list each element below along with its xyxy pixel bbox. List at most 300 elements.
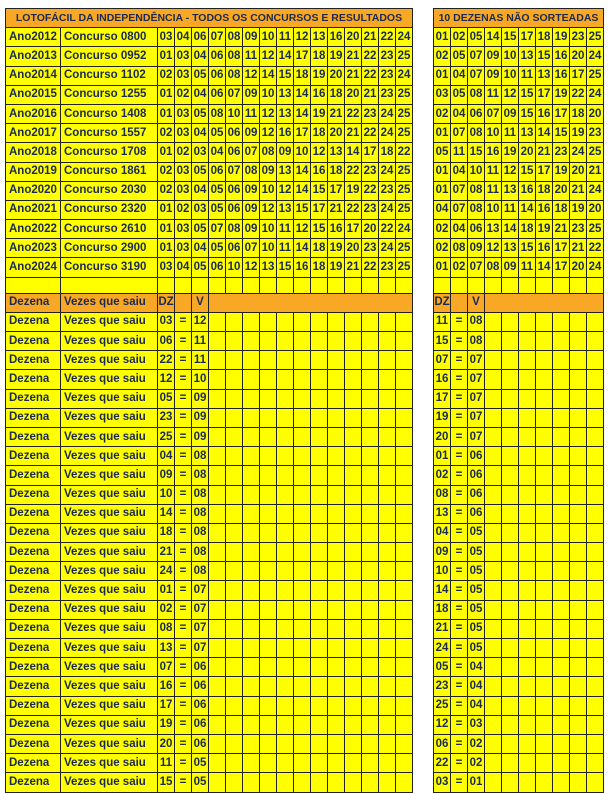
empty-cell <box>502 504 519 523</box>
contest-cell: Concurso 2610 <box>61 220 158 239</box>
freq-row <box>6 754 413 773</box>
empty-cell <box>311 427 328 446</box>
empty-cell <box>379 543 396 562</box>
empty-cell <box>587 600 604 619</box>
empty-cell <box>536 658 553 677</box>
contest-cell: Concurso 1557 <box>61 124 158 143</box>
v-value: 06 <box>468 447 485 466</box>
empty-cell <box>345 773 362 792</box>
number-cell: 17 <box>311 200 328 219</box>
empty-cell <box>502 639 519 658</box>
number-cell: 03 <box>175 104 192 123</box>
empty-cell <box>328 523 345 542</box>
empty-cell <box>311 351 328 370</box>
dezena-label: Dezena <box>6 427 61 446</box>
empty-cell <box>277 677 294 696</box>
number-cell: 05 <box>192 258 209 277</box>
empty-cell <box>345 447 362 466</box>
equals-sign: = <box>451 389 468 408</box>
empty-header <box>209 293 413 312</box>
empty-cell <box>362 389 379 408</box>
number-cell: 09 <box>260 162 277 181</box>
number-cell: 17 <box>362 143 379 162</box>
result-row <box>6 162 413 181</box>
empty-cell <box>311 504 328 523</box>
empty-cell <box>396 581 413 600</box>
empty-cell <box>379 523 396 542</box>
result-row <box>6 143 413 162</box>
equals-sign: = <box>175 619 192 638</box>
number-cell: 16 <box>328 220 345 239</box>
empty-cell <box>345 543 362 562</box>
v-value: 10 <box>192 370 209 389</box>
v-value: 04 <box>468 696 485 715</box>
number-cell: 19 <box>553 85 570 104</box>
number-cell: 03 <box>175 47 192 66</box>
v-value: 08 <box>192 562 209 581</box>
number-cell: 13 <box>277 85 294 104</box>
number-cell: 04 <box>451 162 468 181</box>
empty-cell <box>553 370 570 389</box>
year-cell: Ano2022 <box>6 220 61 239</box>
empty-cell <box>485 332 502 351</box>
number-cell: 20 <box>345 239 362 258</box>
unsorted-row <box>434 47 604 66</box>
empty-cell <box>362 332 379 351</box>
empty-cell <box>294 696 311 715</box>
empty-cell <box>311 312 328 331</box>
freq-row <box>434 427 604 446</box>
number-cell: 12 <box>260 47 277 66</box>
number-cell: 03 <box>175 220 192 239</box>
dz-value: 03 <box>158 312 175 331</box>
number-cell: 07 <box>451 181 468 200</box>
number-cell: 14 <box>345 143 362 162</box>
equals-sign: = <box>175 332 192 351</box>
equals-sign: = <box>451 619 468 638</box>
vezes-label: Vezes que saiu <box>61 754 158 773</box>
empty-cell <box>379 639 396 658</box>
empty-cell <box>226 581 243 600</box>
freq-row <box>434 581 604 600</box>
number-cell: 16 <box>536 239 553 258</box>
empty-cell <box>260 408 277 427</box>
empty-cell <box>345 581 362 600</box>
freq-row <box>6 619 413 638</box>
empty-cell <box>362 427 379 446</box>
empty-cell <box>553 543 570 562</box>
empty-cell <box>311 696 328 715</box>
empty-cell <box>536 466 553 485</box>
dz-value: 20 <box>158 734 175 753</box>
empty-cell <box>209 754 226 773</box>
number-cell: 03 <box>175 181 192 200</box>
freq-row <box>434 715 604 734</box>
number-cell: 07 <box>468 47 485 66</box>
empty-cell <box>396 619 413 638</box>
empty-cell <box>294 351 311 370</box>
number-cell: 24 <box>587 47 604 66</box>
number-cell: 17 <box>570 66 587 85</box>
v-value: 09 <box>192 389 209 408</box>
number-cell: 24 <box>587 181 604 200</box>
empty-cell <box>243 619 260 638</box>
v-value: 07 <box>468 370 485 389</box>
empty-cell <box>536 773 553 792</box>
empty-cell <box>485 485 502 504</box>
empty-cell <box>587 523 604 542</box>
empty-cell <box>587 619 604 638</box>
empty-cell <box>243 370 260 389</box>
empty-cell <box>362 504 379 523</box>
equals-sign: = <box>175 754 192 773</box>
empty-cell <box>260 696 277 715</box>
equals-sign: = <box>451 543 468 562</box>
empty-cell <box>328 600 345 619</box>
number-cell: 16 <box>536 200 553 219</box>
vezes-label: Vezes que saiu <box>61 773 158 792</box>
dezena-label: Dezena <box>6 485 61 504</box>
contest-cell: Concurso 2320 <box>61 200 158 219</box>
number-cell: 14 <box>277 47 294 66</box>
number-cell: 08 <box>468 85 485 104</box>
dezena-label: Dezena <box>6 543 61 562</box>
equals-sign: = <box>175 562 192 581</box>
empty-cell <box>209 408 226 427</box>
number-cell: 07 <box>226 85 243 104</box>
empty-cell <box>519 696 536 715</box>
empty-cell <box>311 754 328 773</box>
empty-cell <box>243 754 260 773</box>
number-cell: 06 <box>192 28 209 47</box>
number-cell: 23 <box>362 239 379 258</box>
dezena-header: Dezena <box>6 293 61 312</box>
equals-sign: = <box>451 466 468 485</box>
dezena-label: Dezena <box>6 466 61 485</box>
freq-row <box>434 370 604 389</box>
vezes-label: Vezes que saiu <box>61 581 158 600</box>
freq-row <box>6 504 413 523</box>
empty-cell <box>362 408 379 427</box>
v-value: 11 <box>192 351 209 370</box>
equals-sign: = <box>175 523 192 542</box>
empty-cell <box>243 543 260 562</box>
freq-row <box>6 734 413 753</box>
number-cell: 25 <box>396 47 413 66</box>
empty-cell <box>311 466 328 485</box>
equals-sign: = <box>175 370 192 389</box>
empty-cell <box>587 370 604 389</box>
empty-cell <box>226 696 243 715</box>
dz-value: 22 <box>158 351 175 370</box>
empty-cell <box>260 543 277 562</box>
dz-value: 07 <box>158 658 175 677</box>
number-cell: 16 <box>485 143 502 162</box>
empty-cell <box>209 277 226 293</box>
vezes-header: Vezes que saiu <box>61 293 158 312</box>
number-cell: 15 <box>277 66 294 85</box>
number-cell: 22 <box>362 181 379 200</box>
empty-cell <box>396 504 413 523</box>
year-cell: Ano2012 <box>6 28 61 47</box>
empty-cell <box>345 427 362 446</box>
freq-row <box>434 600 604 619</box>
number-cell: 13 <box>260 258 277 277</box>
freq-row <box>434 773 604 792</box>
number-cell: 12 <box>260 104 277 123</box>
empty-cell <box>243 389 260 408</box>
empty-cell <box>243 677 260 696</box>
number-cell: 11 <box>243 104 260 123</box>
freq-row <box>6 773 413 792</box>
number-cell: 09 <box>243 124 260 143</box>
dz-value: 18 <box>158 523 175 542</box>
empty-cell <box>311 277 328 293</box>
empty-cell <box>311 485 328 504</box>
v-value: 06 <box>192 658 209 677</box>
empty-cell <box>536 277 553 293</box>
number-cell: 04 <box>451 104 468 123</box>
number-cell: 13 <box>519 124 536 143</box>
empty-cell <box>209 734 226 753</box>
empty-cell <box>587 562 604 581</box>
number-cell: 25 <box>396 162 413 181</box>
number-cell: 20 <box>570 162 587 181</box>
empty-cell <box>260 277 277 293</box>
number-cell: 02 <box>158 124 175 143</box>
empty-cell <box>328 408 345 427</box>
number-cell: 10 <box>294 143 311 162</box>
empty-cell <box>243 485 260 504</box>
number-cell: 02 <box>434 239 451 258</box>
vezes-label: Vezes que saiu <box>61 351 158 370</box>
freq-row <box>6 312 413 331</box>
number-cell: 17 <box>294 124 311 143</box>
empty-cell <box>587 312 604 331</box>
empty-cell <box>209 485 226 504</box>
empty-cell <box>553 754 570 773</box>
number-cell: 09 <box>243 200 260 219</box>
dz-value: 14 <box>158 504 175 523</box>
empty-cell <box>519 715 536 734</box>
empty-cell <box>209 389 226 408</box>
number-cell: 20 <box>345 85 362 104</box>
number-cell: 07 <box>209 220 226 239</box>
empty-cell <box>226 734 243 753</box>
v-value: 06 <box>468 485 485 504</box>
empty-cell <box>328 754 345 773</box>
empty-cell <box>277 312 294 331</box>
vezes-label: Vezes que saiu <box>61 370 158 389</box>
empty-cell <box>553 312 570 331</box>
equals-sign: = <box>175 427 192 446</box>
number-cell: 10 <box>260 28 277 47</box>
empty-cell <box>209 370 226 389</box>
equals-sign: = <box>451 677 468 696</box>
empty-cell <box>345 658 362 677</box>
dz-value: 05 <box>434 658 451 677</box>
number-cell: 24 <box>379 200 396 219</box>
empty-cell <box>345 466 362 485</box>
number-cell: 13 <box>519 47 536 66</box>
empty-cell <box>502 581 519 600</box>
result-row <box>6 200 413 219</box>
empty-cell <box>485 447 502 466</box>
empty-cell <box>226 351 243 370</box>
contest-cell: Concurso 1861 <box>61 162 158 181</box>
number-cell: 06 <box>226 181 243 200</box>
number-cell: 01 <box>434 162 451 181</box>
empty-cell <box>294 277 311 293</box>
number-cell: 08 <box>226 220 243 239</box>
equals-sign: = <box>451 312 468 331</box>
empty-cell <box>502 485 519 504</box>
dz-value: 23 <box>434 677 451 696</box>
v-value: 05 <box>192 754 209 773</box>
number-cell: 23 <box>379 85 396 104</box>
contest-cell: Concurso 1408 <box>61 104 158 123</box>
empty-cell <box>396 773 413 792</box>
empty-cell <box>362 351 379 370</box>
number-cell: 07 <box>226 162 243 181</box>
empty-cell <box>277 658 294 677</box>
year-cell: Ano2017 <box>6 124 61 143</box>
empty-cell <box>260 427 277 446</box>
number-cell: 03 <box>175 162 192 181</box>
number-cell: 04 <box>451 66 468 85</box>
number-cell: 03 <box>192 200 209 219</box>
v-value: 06 <box>192 734 209 753</box>
empty-cell <box>379 504 396 523</box>
empty-cell <box>379 485 396 504</box>
empty-cell <box>519 427 536 446</box>
empty-cell <box>311 562 328 581</box>
empty-cell <box>277 351 294 370</box>
number-cell: 20 <box>587 104 604 123</box>
number-cell: 07 <box>468 66 485 85</box>
number-cell: 20 <box>570 258 587 277</box>
dz-value: 19 <box>158 715 175 734</box>
v-value: 05 <box>468 639 485 658</box>
v-value: 07 <box>468 427 485 446</box>
empty-cell <box>485 677 502 696</box>
dezena-label: Dezena <box>6 658 61 677</box>
number-cell: 02 <box>158 66 175 85</box>
number-cell: 05 <box>451 47 468 66</box>
number-cell: 05 <box>451 85 468 104</box>
empty-cell <box>260 312 277 331</box>
number-cell: 13 <box>277 162 294 181</box>
number-cell: 12 <box>260 200 277 219</box>
dz-value: 01 <box>158 581 175 600</box>
number-cell: 04 <box>434 200 451 219</box>
number-cell: 12 <box>243 258 260 277</box>
v-value: 08 <box>468 312 485 331</box>
number-cell: 15 <box>502 28 519 47</box>
number-cell: 04 <box>192 239 209 258</box>
empty-cell <box>553 332 570 351</box>
empty-cell <box>553 639 570 658</box>
empty-header <box>175 293 192 312</box>
empty-cell <box>519 312 536 331</box>
empty-cell <box>243 600 260 619</box>
freq-row <box>434 485 604 504</box>
number-cell: 10 <box>260 181 277 200</box>
empty-cell <box>379 389 396 408</box>
number-cell: 07 <box>209 28 226 47</box>
empty-cell <box>502 466 519 485</box>
empty-cell <box>587 754 604 773</box>
number-cell: 24 <box>379 124 396 143</box>
empty-cell <box>311 734 328 753</box>
empty-cell <box>570 466 587 485</box>
empty-cell <box>553 277 570 293</box>
number-cell: 06 <box>209 85 226 104</box>
number-cell: 14 <box>536 258 553 277</box>
number-cell: 15 <box>311 181 328 200</box>
number-cell: 01 <box>434 181 451 200</box>
number-cell: 10 <box>502 66 519 85</box>
number-cell: 13 <box>311 28 328 47</box>
empty-cell <box>553 600 570 619</box>
dezena-label: Dezena <box>6 581 61 600</box>
empty-cell <box>311 332 328 351</box>
result-row <box>6 85 413 104</box>
dz-value: 01 <box>434 447 451 466</box>
empty-cell <box>536 427 553 446</box>
empty-cell <box>243 639 260 658</box>
number-cell: 01 <box>434 66 451 85</box>
number-cell: 01 <box>158 220 175 239</box>
number-cell: 19 <box>570 200 587 219</box>
empty-cell <box>294 370 311 389</box>
number-cell: 08 <box>468 200 485 219</box>
empty-cell <box>379 351 396 370</box>
number-cell: 18 <box>311 47 328 66</box>
freq-row <box>434 619 604 638</box>
number-cell: 02 <box>434 47 451 66</box>
empty-cell <box>536 447 553 466</box>
number-cell: 15 <box>519 104 536 123</box>
number-cell: 12 <box>243 66 260 85</box>
empty-cell <box>396 715 413 734</box>
empty-cell <box>502 447 519 466</box>
empty-cell <box>485 562 502 581</box>
empty-cell <box>379 754 396 773</box>
empty-cell <box>243 427 260 446</box>
v-value: 06 <box>192 715 209 734</box>
year-cell: Ano2013 <box>6 47 61 66</box>
freq-row <box>434 447 604 466</box>
empty-cell <box>158 277 175 293</box>
empty-cell <box>485 312 502 331</box>
freq-row <box>6 696 413 715</box>
empty-cell <box>434 277 451 293</box>
empty-cell <box>502 277 519 293</box>
dz-value: 21 <box>434 619 451 638</box>
contest-cell: Concurso 2030 <box>61 181 158 200</box>
number-cell: 19 <box>328 258 345 277</box>
number-cell: 06 <box>209 162 226 181</box>
empty-cell <box>226 773 243 792</box>
empty-cell <box>209 773 226 792</box>
empty-cell <box>519 581 536 600</box>
equals-sign: = <box>451 734 468 753</box>
number-cell: 14 <box>294 104 311 123</box>
empty-cell <box>570 658 587 677</box>
number-cell: 23 <box>379 258 396 277</box>
unsorted-row <box>434 162 604 181</box>
